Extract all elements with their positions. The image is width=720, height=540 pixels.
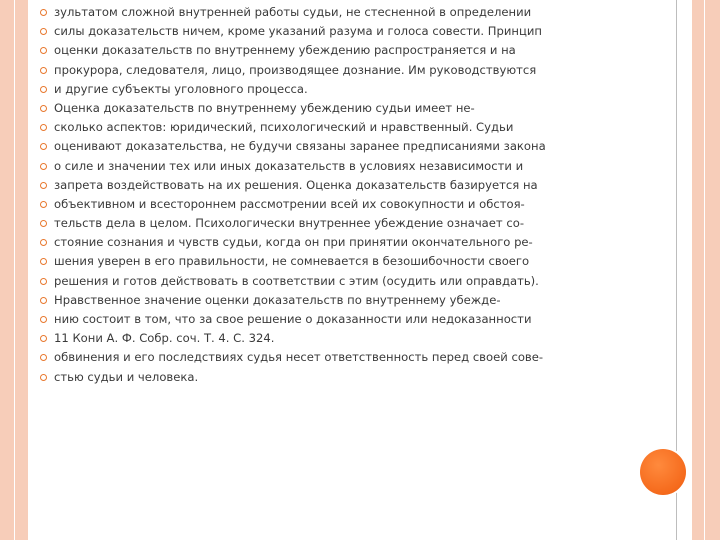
bullet-icon <box>40 28 47 35</box>
list-item-text: объективном и всестороннем рассмотрении всей их совокупности и обстоя- <box>54 196 525 211</box>
list-item-text: силы доказательств ничем, кроме указаний разума и голоса совести. Принцип <box>54 24 542 39</box>
bullet-icon <box>40 239 47 246</box>
bullet-icon <box>40 335 47 342</box>
list-item <box>38 3 638 22</box>
list-item <box>38 214 638 233</box>
list-item <box>38 272 638 291</box>
list-item-text: стояние сознания и чувств судьи, когда он при принятии окончательного ре- <box>54 235 533 250</box>
list-item-text: запрета воздействовать на их решения. Оценка доказательств базируется на <box>54 177 538 192</box>
left-decorative-border <box>0 0 28 540</box>
bullet-icon <box>40 86 47 93</box>
bullet-icon <box>40 220 47 227</box>
bullet-icon <box>40 316 47 323</box>
bullet-icon <box>40 278 47 285</box>
bullet-icon <box>40 258 47 265</box>
list-item-text: нию состоит в том, что за свое решение о доказанности или недоказанности <box>54 312 532 326</box>
list-item-text: тельств дела в целом. Психологически внутреннее убеждение означает со- <box>54 216 524 231</box>
bullet-icon <box>40 143 47 150</box>
list-item-text: и другие субъекты уголовного процесса. <box>54 81 308 96</box>
list-item-text: Оценка доказательств по внутреннему убеждению судьи имеет не- <box>54 100 475 115</box>
right-decorative-border <box>692 0 720 540</box>
bullet-icon <box>40 9 47 16</box>
list-item-text: о силе и значении тех или иных доказательств в условиях независимости и <box>54 158 524 173</box>
list-item <box>38 118 638 137</box>
list-item <box>38 310 638 329</box>
list-item <box>38 233 638 252</box>
footnote-item <box>38 329 638 348</box>
list-item <box>38 252 638 271</box>
bullet-icon <box>40 354 47 361</box>
bullet-icon <box>40 124 47 131</box>
list-item <box>38 291 638 310</box>
list-item-text: сколько аспектов: юридический, психологический и нравственный. Судьи <box>54 120 514 135</box>
orange-circle-ornament <box>640 449 686 495</box>
bullet-icon <box>40 163 47 170</box>
list-item <box>38 61 638 80</box>
bullet-icon <box>40 67 47 74</box>
footnote-text: 11 Кони А. Ф. Собр. соч. Т. 4. С. 324. <box>54 331 275 346</box>
bullet-icon <box>40 182 47 189</box>
bullet-icon <box>40 47 47 54</box>
list-item-text: решения и готов действовать в соответствии с этим (осудить или оправдать). <box>54 273 539 288</box>
list-item-text: оценки доказательств по внутреннему убеждению распространяется и на <box>54 43 516 58</box>
bullet-icon <box>40 374 47 381</box>
list-item <box>38 99 638 118</box>
slide-bullet-list <box>38 3 638 387</box>
list-item-text: стью судьи и человека. <box>54 369 199 384</box>
bullet-icon <box>40 105 47 112</box>
list-item <box>38 157 638 176</box>
list-item-text: прокурора, следователя, лицо, производящее дознание. Им руководствуются <box>54 62 537 77</box>
list-item-text: зультатом сложной внутренней работы судьи, не стесненной в определении <box>54 5 532 19</box>
list-item-text: оценивают доказательства, не будучи связаны заранее предписаниями закона <box>54 139 546 154</box>
list-item <box>38 176 638 195</box>
list-item <box>38 368 638 387</box>
list-item <box>38 195 638 214</box>
list-item <box>38 41 638 60</box>
list-item <box>38 348 638 367</box>
list-item-text: обвинения и его последствиях судья несет ответственность перед своей сове- <box>54 350 544 365</box>
bullet-icon <box>40 201 47 208</box>
list-item <box>38 22 638 41</box>
list-item <box>38 80 638 99</box>
list-item-text: шения уверен в его правильности, не сомневается в безошибочности своего <box>54 254 530 269</box>
list-item <box>38 137 638 156</box>
list-item-text: Нравственное значение оценки доказательств по внутреннему убежде- <box>54 292 501 307</box>
bullet-icon <box>40 297 47 304</box>
